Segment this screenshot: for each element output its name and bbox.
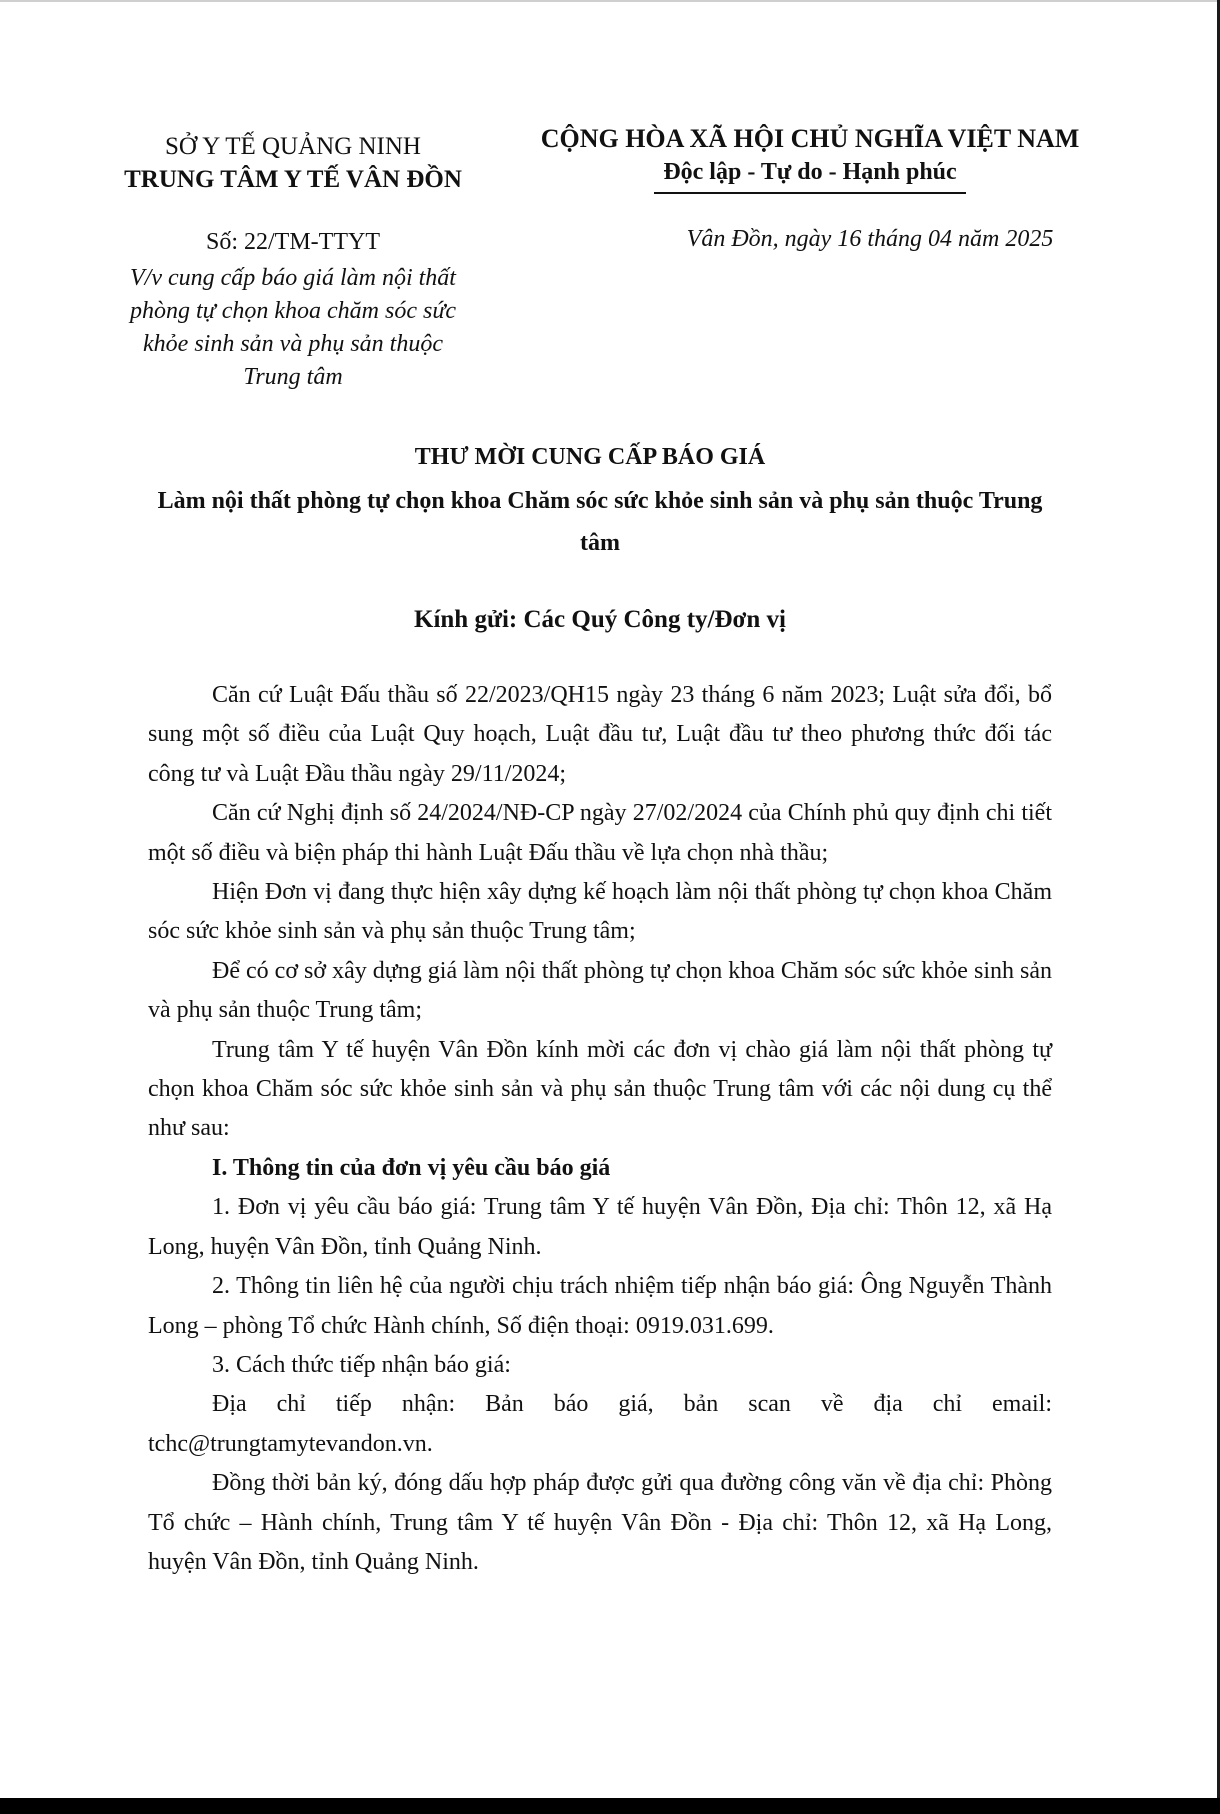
document-title: THƯ MỜI CUNG CẤP BÁO GIÁ (414, 444, 766, 470)
paragraph-purpose: Để có cơ sở xây dựng giá làm nội thất phòng tự chọn khoa Chăm sóc sức khỏe sinh sản và phụ sản thuộc Trung tâm; (148, 957, 1052, 1024)
document-subject: V/v cung cấp báo giá làm nội thất phòng tự chọn khoa chăm sóc sức khỏe sinh sản và phụ sản thuộc Trung tâm (129, 265, 457, 390)
paragraph-invitation: Trung tâm Y tế huyện Vân Đồn kính mời các đơn vị chào giá làm nội thất phòng tự chọn khoa Chăm sóc sức khỏe sinh sản và phụ sản thuộc Trung tâm với các nội dung cụ thể như sau: (148, 1036, 1052, 1142)
national-title: CỘNG HÒA XÃ HỘI CHỦ NGHĨA VIỆT NAM (540, 124, 1080, 153)
paragraph-legal-basis-decree: Căn cứ Nghị định số 24/2024/NĐ-CP ngày 27/02/2024 của Chính phủ quy định chi tiết một số điều và biện pháp thi hành Luật Đấu thầu về lựa chọn nhà thầu; (148, 800, 1052, 866)
issuing-unit: TRUNG TÂM Y TẾ VÂN ĐỒN (124, 166, 462, 193)
letter-body (148, 676, 1052, 1582)
section-item: Địa chỉ tiếp nhận: Bản báo giá, bản scan về địa chỉ email: tchc@trungtamytevandon.vn. (148, 1391, 1052, 1457)
parent-agency: SỞ Y TẾ QUẢNG NINH (164, 133, 421, 160)
section-item: 3. Cách thức tiếp nhận báo giá: (212, 1351, 511, 1378)
national-header-block (540, 122, 1080, 194)
issuing-agency-block (118, 130, 468, 196)
section-heading: I. Thông tin của đơn vị yêu cầu báo giá (212, 1154, 611, 1181)
document-subtitle: Làm nội thất phòng tự chọn khoa Chăm sóc sức khỏe sinh sản và phụ sản thuộc Trung tâm (157, 488, 1043, 556)
paragraph-current-plan: Hiện Đơn vị đang thực hiện xây dựng kế hoạch làm nội thất phòng tự chọn khoa Chăm sóc sức khỏe sinh sản và phụ sản thuộc Trung tâm; (148, 879, 1052, 945)
salutation: Kính gửi: Các Quý Công ty/Đơn vị (414, 606, 786, 633)
section-item: 2. Thông tin liên hệ của người chịu trách nhiệm tiếp nhận báo giá: Ông Nguyễn Thành Long – phòng Tổ chức Hành chính, Số điện thoại: 0919.031.699. (148, 1273, 1052, 1339)
paragraph-legal-basis-law: Căn cứ Luật Đấu thầu số 22/2023/QH15 ngày 23 tháng 6 năm 2023; Luật sửa đổi, bổ sung một số điều của Luật Quy hoạch, Luật đầu tư, Luật đầu tư theo phương thức đối tác công tư và Luật Đầu thầu ngày 29/11/2024; (148, 682, 1052, 787)
section-item: Đồng thời bản ký, đóng dấu hợp pháp được gửi qua đường công văn về địa chỉ: Phòng Tổ chức – Hành chính, Trung tâm Y tế huyện Vân Đồn - Địa chỉ: Thôn 12, xã Hạ Long, huyện Vân Đồn, tỉnh Quảng Ninh. (148, 1470, 1052, 1575)
section-item: 1. Đơn vị yêu cầu báo giá: Trung tâm Y tế huyện Vân Đồn, Địa chỉ: Thôn 12, xã Hạ Long, huyện Vân Đồn, tỉnh Quảng Ninh. (148, 1194, 1052, 1260)
document-number: Số: 22/TM-TTYT (206, 229, 380, 255)
scan-top-edge (0, 0, 1220, 2)
place-date-line: Vân Đồn, ngày 16 tháng 04 năm 2025 (686, 226, 1054, 252)
national-motto: Độc lập - Tự do - Hạnh phúc (663, 159, 957, 185)
scan-bottom-edge (0, 1798, 1220, 1814)
motto-underline (654, 192, 966, 194)
